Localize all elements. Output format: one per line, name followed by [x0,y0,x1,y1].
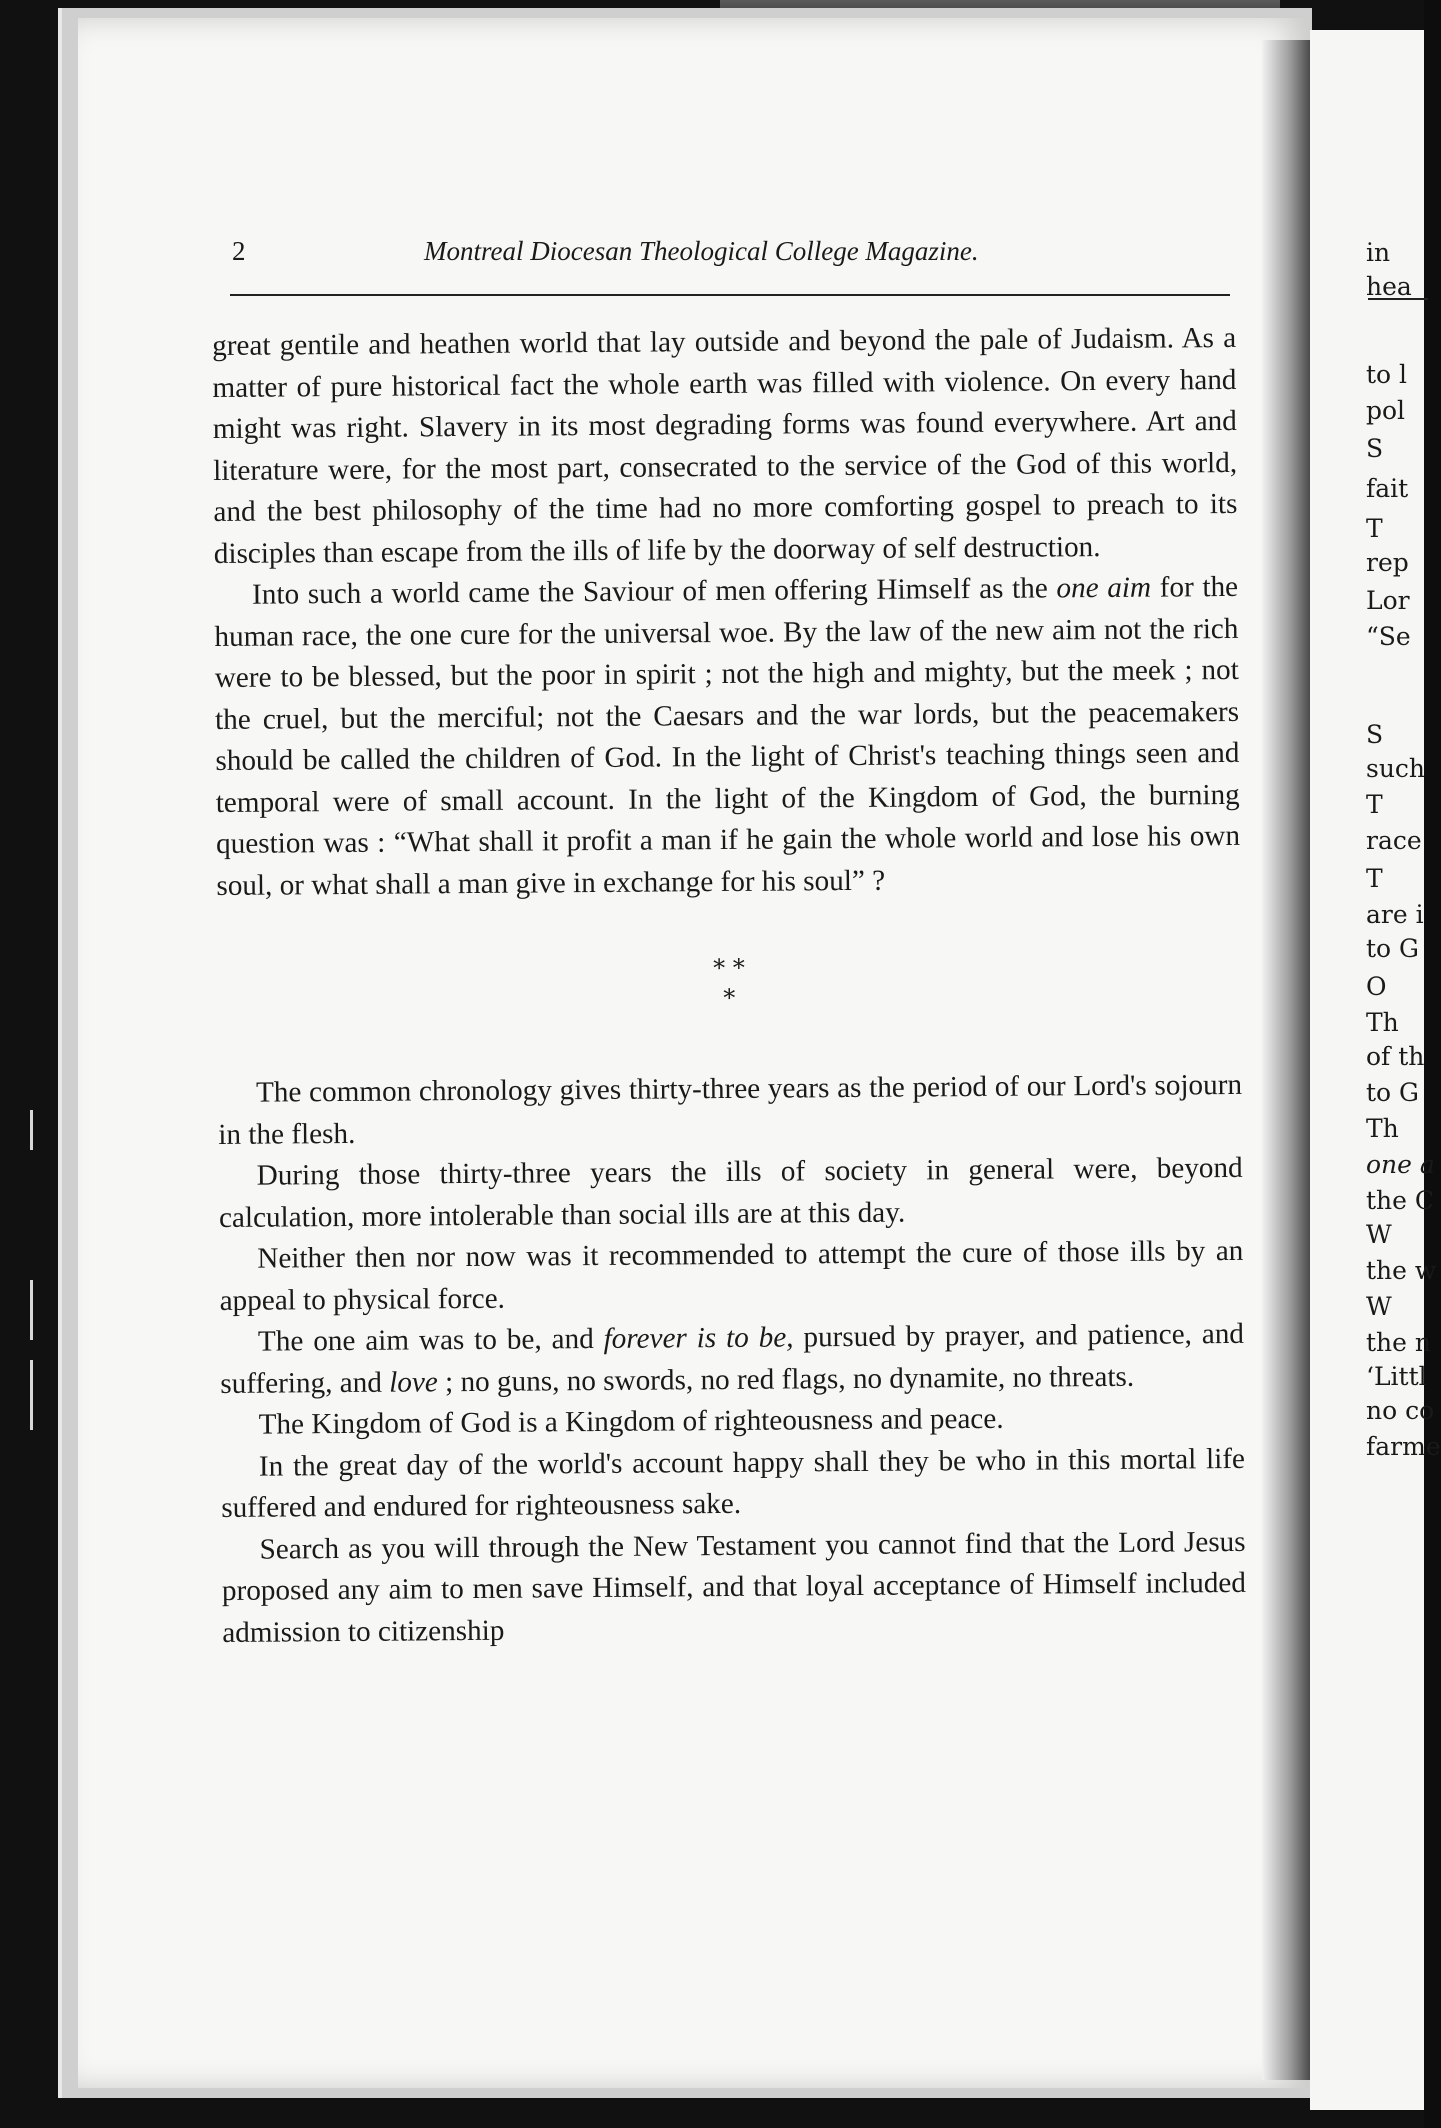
facing-page-fragment: O [1366,972,1387,1001]
page-number: 2 [232,236,246,266]
section-one [212,318,1241,907]
running-head: Montreal Diocesan Theological College Magazine. [424,236,979,266]
text-run: The one aim was to be, and [257,1322,604,1358]
facing-page-fragment: to G [1366,1078,1420,1107]
facing-page-fragment: such [1366,754,1426,783]
text-run: Search as you will through the New Testament you cannot find that the Lord Jesus proposed any aim to men save Himself, and that loyal acceptance of Himself included admission to citizenship [221,1525,1247,1649]
page-header [232,236,1232,276]
facing-page-fragment: Lor [1366,586,1410,615]
text-run: Neither then nor now was it recommended to attempt the cure of those ills by an appeal to physical force. [219,1234,1244,1317]
italic-text: love [389,1365,438,1399]
text-run: pursued by prayer, and patience, and suffering, and [220,1317,1245,1400]
left-margin-marks [20,1110,50,1440]
facing-page-fragment: the n [1366,1328,1431,1357]
section-ornament [217,949,1241,1017]
facing-page-fragment: T [1366,864,1383,893]
facing-page-fragment: pol [1366,396,1406,425]
facing-page-fragment: “Se [1366,622,1411,651]
facing-page-fragment: of th [1366,1042,1425,1071]
paragraph [220,1314,1245,1405]
book-gutter [1262,40,1314,2080]
facing-page-fragment: to G [1366,934,1420,963]
paragraph [212,318,1238,575]
facing-page-fragment: fait [1366,474,1409,503]
paragraph [219,1148,1244,1239]
paragraph [218,1065,1243,1156]
text-run: In the great day of the world's account happy shall they be who in this mortal life suffered and endured for righteousness sake. [221,1442,1246,1524]
facing-page-fragment: W [1366,1220,1392,1249]
facing-page-fragment: rep [1366,548,1409,577]
paragraph [221,1438,1246,1529]
text-run: for the human race, the one cure for the universal woe. By the law of the new aim not the rich were to be blessed, but the poor in spirit ; not the high and mighty, but the meek ; not the cruel, but the merciful; not the Caesars and the war lords, but the peacemakers should be called the children of God. In the light of Christ's teaching things seen and temporal were of small account. In the light of the Kingdom of God, the burning question was : “What shall it profit a man if he gain the whole world and lose his own soul, or what shall a man give in exchange for his soul” ? [214,570,1241,902]
paragraph [219,1231,1244,1322]
facing-page-fragment: Th [1366,1114,1399,1143]
italic-text: one aim [1056,571,1152,605]
facing-page-fragment: ‘Littl [1366,1362,1427,1391]
facing-page-fragment: S [1366,720,1384,749]
text-run: The Kingdom of God is a Kingdom of righteousness and peace. [258,1402,1004,1441]
facing-page-fragment: one a [1366,1150,1435,1179]
facing-page-fragment: are i [1366,900,1424,929]
section-two [218,1065,1247,1654]
facing-page-fragment: S [1366,434,1384,463]
facing-page-fragment: T [1366,790,1383,819]
facing-page-fragment: T [1366,514,1383,543]
paragraph [221,1521,1246,1654]
text-run: During those thirty-three years the ills of society in general were, beyond calculation, more intolerable than social ills are at this day. [218,1151,1243,1234]
facing-page-fragment: the C [1366,1186,1435,1215]
facing-page-fragment: the w [1366,1256,1437,1285]
facing-page-fragment: in [1366,238,1391,267]
facing-page-fragment: Th [1366,1008,1399,1037]
facing-page-fragment: hea [1366,272,1412,301]
facing-page-fragment: to l [1366,360,1408,389]
text-run: great gentile and heathen world that lay outside and beyond the pale of Judaism. As a matter of pure historical fact the whole earth was filled with violence. On every hand might was right. Slavery in its most degrading forms was found everywhere. Art and literature were, for the most part, consecrated to the service of the God of this world, and the best philosophy of the time had no more comforting gospel to preach to its disciples than escape from the ills of life by the doorway of self destruction. [212,321,1238,570]
facing-page-edge [1310,30,1441,2110]
paragraph [214,567,1241,907]
page-body [212,318,1246,1654]
text-run: Into such a world came the Saviour of men offering Himself as the [251,572,1057,611]
facing-page-fragment: race [1366,826,1422,855]
italic-text: forever is to be, [603,1321,794,1355]
facing-page-fragment: farme [1366,1432,1441,1461]
facing-page-fragment: W [1366,1292,1392,1321]
ornament-bottom: * [723,983,736,1013]
text-run: ; no guns, no swords, no red flags, no dynamite, no threats. [437,1360,1135,1398]
header-rule [230,294,1230,296]
text-run: The common chronology gives thirty-three years as the period of our Lord's sojourn in the flesh. [218,1068,1243,1151]
ornament-top: * * [713,953,745,983]
facing-page-fragment: no co [1366,1396,1435,1425]
